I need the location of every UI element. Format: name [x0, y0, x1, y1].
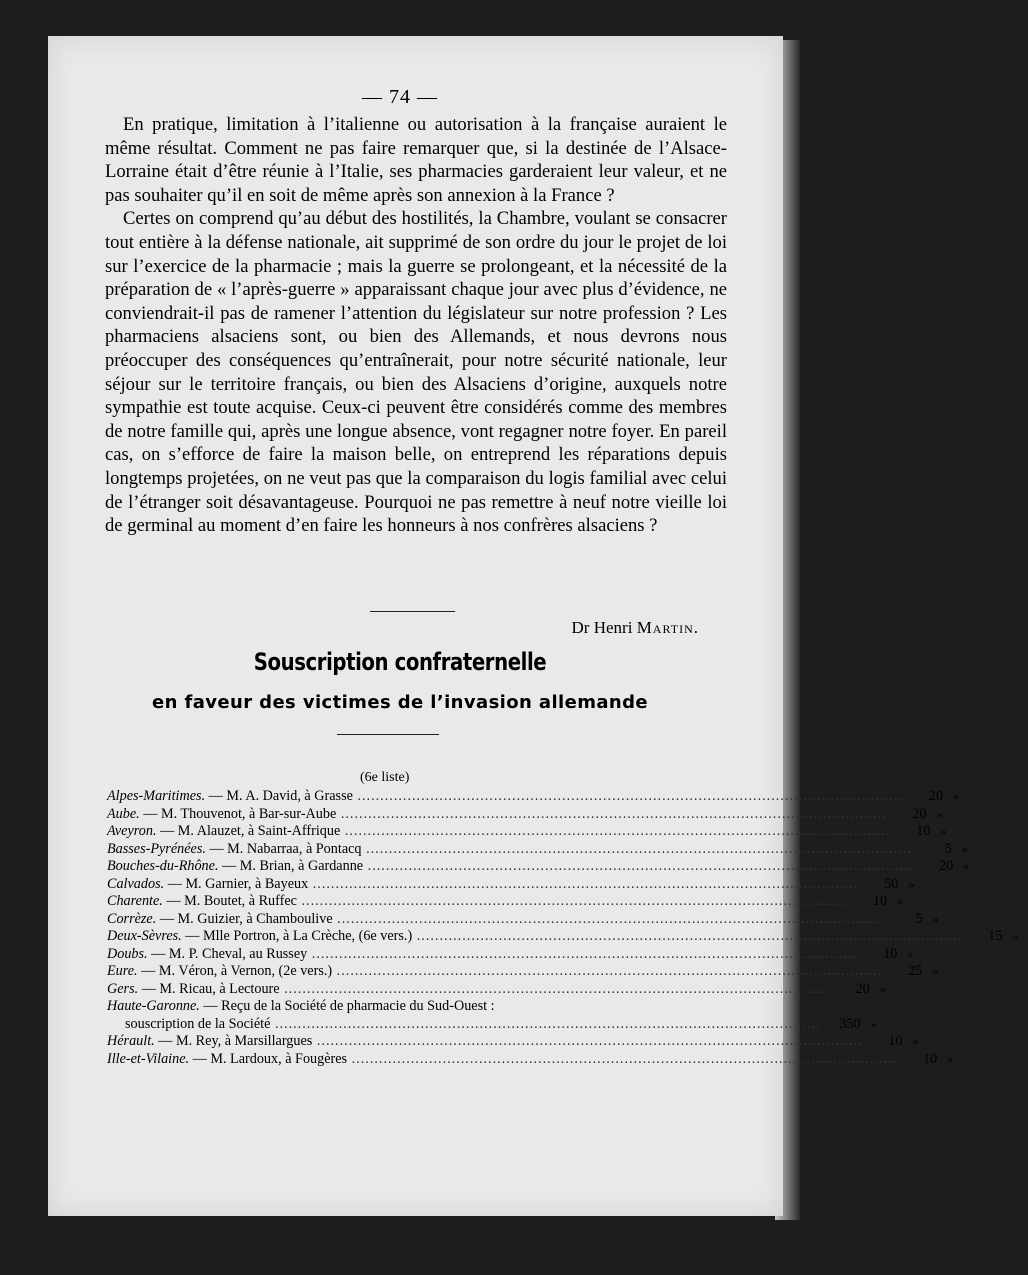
- amount-unit: »: [870, 1016, 877, 1031]
- amount: 50: [884, 875, 899, 892]
- subscription-row: [107, 875, 915, 894]
- department-name: Hérault.: [107, 1033, 155, 1049]
- signature-prefix: Dr Henri: [571, 618, 633, 637]
- department-name: Basses-Pyrénées.: [107, 840, 206, 857]
- leader-dots: ........................................................................................................................: [312, 1033, 863, 1049]
- amount: 20: [939, 858, 954, 874]
- amount-unit: »: [947, 1051, 954, 1066]
- subscription-row: [107, 1015, 877, 1034]
- section-divider-bottom: [337, 734, 439, 735]
- article-body: [105, 113, 727, 538]
- leader-dots: ........................................................................................................................: [307, 945, 858, 962]
- amount: 10: [923, 1050, 938, 1067]
- list-label: (6e liste): [360, 770, 410, 785]
- amount: 20: [855, 980, 870, 997]
- amount-unit: »: [879, 981, 886, 996]
- section-subtitle: en faveur des victimes de l’invasion allemande: [152, 692, 648, 713]
- subscription-entry: [107, 893, 847, 911]
- subscriber-name: — M. Ricau, à Lectoure: [138, 980, 280, 997]
- amount-unit: »: [907, 946, 914, 961]
- subscription-entry: [107, 946, 857, 964]
- subscriber-name: — M. A. David, à Grasse: [205, 788, 353, 804]
- leader-dots: ........................................................................................................................: [363, 858, 914, 874]
- amount-unit: »: [961, 841, 968, 856]
- amount: 15: [988, 928, 1003, 944]
- subscription-row: [107, 945, 914, 964]
- amount-unit: »: [1012, 929, 1019, 943]
- department-name: Corrèze.: [107, 910, 157, 927]
- subscription-entry: [107, 788, 903, 806]
- subscription-entry: [107, 823, 890, 841]
- amount: 10: [883, 945, 898, 962]
- paragraph-2: Certes on comprend qu’au début des hostilités, la Chambre, voulant se consacrer tout entière à la défense nationale, ait supprimé de son ordre du jour le projet de loi sur l’exercice de la pharmacie ; mais la guerre se prolongeant, et la nécessité de la préparation de « l’après-guerre » apparaissant chaque jour avec plus d’évidence, ne conviendrait-il pas de ramener l’attention du législateur sur notre profession ? Les pharmaciens alsaciens sont, ou bien des Allemands, et nous devrons nous préoccuper des conséquences qu’entraînerait, pour notre sécurité nationale, leur séjour sur le territoire français, ou bien des Alsaciens d’origine, auxquels notre sympathie est toute acquise. Ceux-ci peuvent être considérés comme des membres de notre famille qui, après une longue absence, vont regagner notre foyer. En pareil cas, on s’efforce de faire la maison belle, on entreprend les réparations depuis longtemps projetées, on ne veut pas que la comparaison du logis familial avec celui de l’étranger soit désavantageuse. Pourquoi ne pas remettre à neuf notre vieille loi de germinal au moment d’en faire les honneurs à nos confrères alsaciens ?: [105, 208, 727, 537]
- subscription-list: [107, 788, 1019, 1068]
- subscriber-name: — M. Guizier, à Chamboulive: [156, 910, 333, 927]
- subscription-entry: [107, 806, 886, 824]
- subscription-entry: [107, 841, 912, 859]
- leader-dots: ........................................................................................................................: [270, 1015, 821, 1032]
- subscription-row: [107, 980, 886, 999]
- subscriber-name: — M. Rey, à Marsillargues: [154, 1033, 313, 1049]
- subscriber-name: — Mlle Portron, à La Crèche, (6e vers.): [181, 928, 413, 944]
- department-name: Aube.: [107, 805, 140, 822]
- leader-dots: ........................................................................................................................: [296, 893, 848, 909]
- subscriber-name: — M. Brian, à Gardanne: [218, 858, 364, 874]
- subscription-entry: [107, 911, 883, 929]
- department-name: Alpes-Maritimes.: [107, 788, 206, 804]
- subscription-row: [107, 1033, 919, 1051]
- subscriber-name: — M. Véron, à Vernon, (2e vers.): [137, 963, 333, 979]
- subscriber-name: — M. Nabarraa, à Pontacq: [205, 840, 362, 857]
- department-name: Gers.: [107, 980, 139, 997]
- subscription-entry: [107, 981, 830, 999]
- leader-dots: ........................................................................................................................: [347, 1050, 898, 1067]
- subscriber-name: — M. Garnier, à Bayeux: [164, 875, 309, 892]
- subscriber-name: — M. Boutet, à Ruffec: [162, 893, 297, 909]
- leader-dots: ........................................................................................................................: [412, 928, 963, 944]
- signature-name: Martin.: [636, 618, 699, 637]
- department-name: Doubs.: [107, 945, 148, 962]
- department-name: Bouches-du-Rhône.: [107, 858, 219, 874]
- amount-unit: »: [963, 859, 970, 873]
- department-name: Ille-et-Vilaine.: [107, 1050, 190, 1067]
- section-title: Souscription confraternelle: [253, 648, 547, 676]
- subscription-row: [107, 893, 904, 911]
- amount: 5: [915, 910, 923, 927]
- subscription-row: [107, 823, 947, 841]
- department-name: Eure.: [107, 963, 138, 979]
- department-name: Deux-Sèvres.: [107, 928, 182, 944]
- leader-dots: ........................................................................................................................: [332, 963, 883, 979]
- section-divider-top: [370, 611, 455, 612]
- amount-unit: »: [912, 1034, 919, 1048]
- subscriber-name: souscription de la Société: [125, 1015, 271, 1032]
- subscription-row: [107, 805, 943, 824]
- subscriber-name: — M. P. Cheval, au Russey: [147, 945, 308, 962]
- leader-dots: ........................................................................................................................: [352, 788, 904, 804]
- subscription-row: [107, 910, 939, 929]
- amount-unit: »: [936, 806, 943, 821]
- amount: 10: [888, 1033, 903, 1049]
- subscriber-name: — M. Thouvenot, à Bar-sur-Aube: [139, 805, 337, 822]
- subscription-entry: [107, 1016, 821, 1034]
- amount: 20: [928, 788, 944, 804]
- amount: 25: [908, 963, 923, 979]
- subscription-entry: [107, 858, 913, 876]
- department-name: Haute-Garonne.: [107, 998, 200, 1014]
- amount-unit: »: [932, 964, 939, 978]
- leader-dots: ........................................................................................................................: [340, 823, 891, 839]
- amount-unit: »: [908, 876, 915, 891]
- page-number: — 74 —: [362, 86, 438, 108]
- subscription-row: [107, 858, 970, 876]
- amount-unit: »: [897, 894, 904, 908]
- subscription-entry: [107, 1051, 897, 1069]
- author-signature: [105, 618, 699, 638]
- leader-dots: ........................................................................................................................: [279, 980, 830, 997]
- amount: 350: [839, 1015, 861, 1032]
- leader-dots: ........................................................................................................................: [308, 875, 859, 892]
- leader-dots: ........................................................................................................................: [336, 805, 887, 822]
- department-name: Charente.: [107, 893, 163, 909]
- subscriber-name: — M. Alauzet, à Saint-Affrique: [156, 823, 341, 839]
- subscriber-name: — Reçu de la Société de pharmacie du Sud-Ouest :: [199, 998, 495, 1014]
- amount-unit: »: [932, 911, 939, 926]
- department-name: Calvados.: [107, 875, 165, 892]
- amount: 20: [912, 805, 927, 822]
- amount: 5: [944, 840, 952, 857]
- amount: 10: [872, 893, 888, 909]
- leader-dots: ........................................................................................................................: [332, 910, 883, 927]
- subscription-row: [107, 963, 939, 981]
- paragraph-1: En pratique, limitation à l’italienne ou autorisation à la française auraient le même résultat. Comment ne pas faire remarquer que, si la destinée de l’Alsace-Lorraine était d’être réunie à l’Italie, ses pharmacies garderaient leur valeur, et ne pas souhaiter qu’il en soit de même après son annexion à la France ?: [105, 114, 727, 206]
- subscription-row: [107, 998, 735, 1016]
- subscription-entry: [107, 1033, 862, 1051]
- subscription-row: [107, 788, 960, 806]
- subscription-entry: [107, 876, 858, 894]
- subscription-row: [107, 1050, 954, 1069]
- leader-dots: ........................................................................................................................: [361, 840, 912, 857]
- subscriber-name: — M. Lardoux, à Fougères: [189, 1050, 348, 1067]
- subscription-row: [107, 928, 1019, 946]
- amount: 10: [916, 823, 931, 839]
- subscription-entry: [107, 928, 962, 946]
- amount-unit: »: [953, 789, 960, 803]
- subscription-entry: [107, 998, 669, 1016]
- subscription-entry: [107, 963, 882, 981]
- amount-unit: »: [940, 824, 947, 838]
- subscription-row: [107, 840, 968, 859]
- department-name: Aveyron.: [107, 823, 157, 839]
